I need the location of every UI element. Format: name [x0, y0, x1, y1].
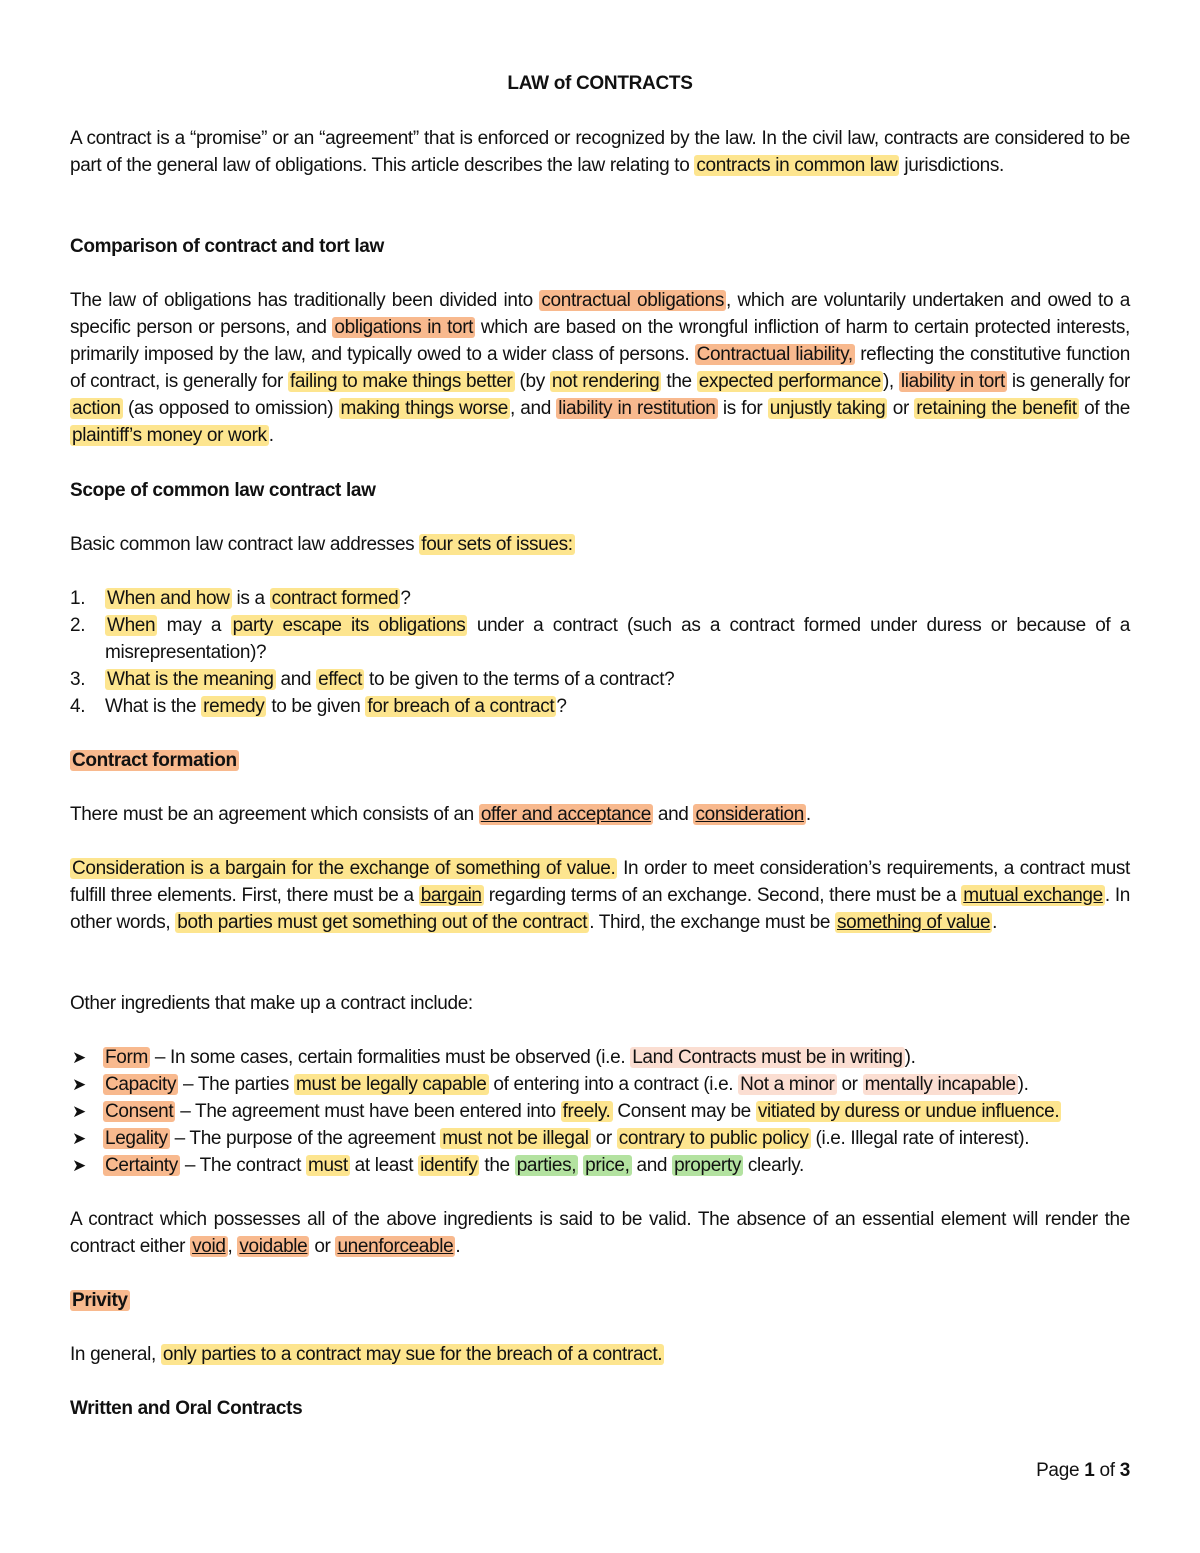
text: at least: [349, 1155, 419, 1176]
list-number: 4.: [70, 696, 86, 717]
ingredient-name: Legality: [105, 1128, 168, 1149]
text: .: [805, 804, 811, 825]
highlight: When: [107, 615, 156, 636]
text: or: [590, 1128, 617, 1149]
arrowhead-bullet-icon: ➤: [72, 1129, 86, 1148]
page-label: Page: [1036, 1460, 1085, 1481]
page-number: [1036, 1460, 1130, 1482]
list-item: [70, 585, 1130, 612]
highlight: When and how: [107, 588, 230, 609]
text: clearly.: [742, 1155, 804, 1176]
text: regarding terms of an exchange. Second, there must be a: [483, 885, 962, 906]
highlight-contracts-common-law: contracts in common law: [696, 155, 898, 176]
highlight-making-worse: making things worse: [340, 398, 508, 419]
list-number: 3.: [70, 669, 86, 690]
highlight-consideration: consideration: [695, 804, 804, 825]
list-item: [70, 612, 1130, 666]
text: or: [309, 1236, 336, 1257]
text: is generally for: [1006, 371, 1131, 392]
highlight: must: [307, 1155, 348, 1176]
highlight: Not a minor: [740, 1074, 835, 1095]
highlight-offer-acceptance: offer and acceptance: [480, 804, 651, 825]
text: the: [479, 1155, 515, 1176]
highlight-obligations-in-tort: obligations in tort: [334, 317, 474, 338]
text: ,: [227, 1236, 238, 1257]
text: – The parties: [178, 1074, 294, 1095]
highlight-liability-restitution: liability in restitution: [558, 398, 716, 419]
text: – The agreement must have been entered into: [175, 1101, 561, 1122]
highlight: What is the meaning: [107, 669, 274, 690]
highlight: remedy: [203, 696, 265, 717]
text: Basic common law contract law addresses: [70, 534, 420, 555]
heading-comparison: Comparison of contract and tort law: [70, 236, 384, 257]
text: – In some cases, certain formalities must be observed (i.e.: [149, 1047, 631, 1068]
formation-paragraph-1: [70, 801, 1130, 828]
highlight: must not be illegal: [442, 1128, 589, 1149]
heading-text: Contract formation: [72, 750, 237, 771]
text: , which are voluntarily undertaken and owed to a specific person or persons, and: [70, 290, 1130, 338]
intro-text: A contract is a “promise” or an “agreement” that is enforced or recognized by the law. In the civil law, contracts are considered to be part of the general law of obligations. This article describes the law relating to: [70, 128, 1130, 176]
text: In order to meet consideration’s requirements, a contract must fulfill three elements. First, there must be a: [70, 858, 1130, 906]
text: to be given to the terms of a contract?: [364, 669, 675, 690]
intro-text-end: jurisdictions.: [899, 155, 1004, 176]
list-item: [70, 1125, 1130, 1152]
highlight: effect: [318, 669, 363, 690]
text: .: [455, 1236, 461, 1257]
text: and: [275, 669, 317, 690]
list-item: [70, 693, 1130, 720]
list-item: [70, 666, 1130, 693]
ingredients-list: [70, 1044, 1130, 1179]
text: The law of obligations has traditionally been divided into: [70, 290, 540, 311]
ingredient-name: Capacity: [105, 1074, 177, 1095]
highlight: contract formed: [271, 588, 399, 609]
highlight-retaining-benefit: retaining the benefit: [916, 398, 1077, 419]
text: (i.e. Illegal rate of interest).: [810, 1128, 1030, 1149]
highlight-unenforceable: unenforceable: [337, 1236, 454, 1257]
highlight: price,: [585, 1155, 630, 1176]
text: .: [268, 425, 274, 446]
text: ).: [1017, 1074, 1029, 1095]
intro-paragraph: [70, 125, 1130, 179]
highlight: parties,: [516, 1155, 577, 1176]
validity-paragraph: [70, 1206, 1130, 1260]
text: and: [652, 804, 694, 825]
text: to be given: [266, 696, 366, 717]
highlight-contractual-liability: Contractual liability,: [696, 344, 853, 365]
text: which are based on the wrongful infliction of harm to certain protected interests, primarily imposed by the law, and typically owed to a wider class of persons.: [70, 317, 1130, 365]
ingredient-name: Certainty: [105, 1155, 178, 1176]
list-item: [70, 1098, 1130, 1125]
text: ).: [904, 1047, 916, 1068]
text: (as opposed to omission): [122, 398, 339, 419]
document-title: LAW of CONTRACTS: [507, 73, 693, 94]
highlight: property: [674, 1155, 741, 1176]
text: reflecting the constitutive function of contract, is generally for: [70, 344, 1130, 392]
list-item: [70, 1071, 1130, 1098]
highlight: vitiated by duress or undue influence.: [757, 1101, 1060, 1122]
text: There must be an agreement which consists of an: [70, 804, 479, 825]
text: . In other words,: [70, 885, 1130, 933]
text: or: [836, 1074, 863, 1095]
text: What is the: [105, 696, 202, 717]
arrowhead-bullet-icon: ➤: [72, 1075, 86, 1094]
highlight-consideration-definition: Consideration is a bargain for the exchange of something of value.: [72, 858, 616, 879]
text: under a contract (such as a contract formed under duress or because of a misrepresentation)?: [105, 615, 1130, 663]
text: may a: [157, 615, 231, 636]
heading-privity: [70, 1287, 1130, 1314]
highlight: mentally incapable: [864, 1074, 1016, 1095]
heading-written-oral: Written and Oral Contracts: [70, 1398, 303, 1419]
text: – The contract: [179, 1155, 306, 1176]
total-pages: 3: [1119, 1460, 1130, 1481]
text: ?: [400, 588, 411, 609]
text: A contract which possesses all of the above ingredients is said to be valid. The absence of an essential element will render the contract either: [70, 1209, 1130, 1257]
privity-paragraph: [70, 1341, 1130, 1368]
highlight-contractual-obligations: contractual obligations: [541, 290, 725, 311]
highlight-something-of-value: something of value: [836, 912, 991, 933]
text: of entering into a contract (i.e.: [488, 1074, 739, 1095]
list-item: [70, 1044, 1130, 1071]
text: ),: [882, 371, 899, 392]
list-number: 2.: [70, 615, 86, 636]
arrowhead-bullet-icon: ➤: [72, 1156, 86, 1175]
text: or: [887, 398, 915, 419]
issues-list: [70, 585, 1130, 720]
highlight: Land Contracts must be in writing: [632, 1047, 903, 1068]
list-item: [70, 1152, 1130, 1179]
arrowhead-bullet-icon: ➤: [72, 1102, 86, 1121]
formation-paragraph-3: Other ingredients that make up a contract include:: [70, 993, 473, 1014]
highlight-liability-in-tort: liability in tort: [900, 371, 1005, 392]
highlight-four-sets: four sets of issues:: [421, 534, 573, 555]
highlight-both-parties: both parties must get something out of the contract: [177, 912, 588, 933]
current-page: 1: [1084, 1460, 1095, 1481]
text: is a: [231, 588, 270, 609]
highlight-unjustly-taking: unjustly taking: [769, 398, 886, 419]
highlight: freely.: [562, 1101, 611, 1122]
heading-text: Privity: [72, 1290, 128, 1311]
highlight-voidable: voidable: [239, 1236, 308, 1257]
highlight-mutual-exchange: mutual exchange: [963, 885, 1103, 906]
highlight-failing-better: failing to make things better: [290, 371, 513, 392]
highlight-plaintiff-money: plaintiff’s money or work: [72, 425, 267, 446]
highlight-action: action: [72, 398, 121, 419]
text: Consent may be: [612, 1101, 756, 1122]
highlight: for breach of a contract: [367, 696, 555, 717]
text: ?: [556, 696, 567, 717]
text: In general,: [70, 1344, 161, 1365]
highlight: identify: [420, 1155, 478, 1176]
list-number: 1.: [70, 588, 86, 609]
arrowhead-bullet-icon: ➤: [72, 1048, 86, 1067]
of-label: of: [1094, 1460, 1120, 1481]
text: – The purpose of the agreement: [169, 1128, 441, 1149]
text: the: [661, 371, 697, 392]
text: is for: [717, 398, 768, 419]
highlight: must be legally capable: [295, 1074, 487, 1095]
heading-contract-formation: [70, 747, 1130, 774]
text: .: [992, 912, 998, 933]
ingredient-name: Form: [105, 1047, 148, 1068]
formation-paragraph-2: [70, 855, 1130, 936]
highlight: party escape its obligations: [232, 615, 466, 636]
heading-scope: Scope of common law contract law: [70, 480, 376, 501]
highlight-only-parties: only parties to a contract may sue for the breach of a contract.: [162, 1344, 663, 1365]
text: (by: [514, 371, 550, 392]
highlight-void: void: [192, 1236, 226, 1257]
highlight-expected-performance: expected performance: [698, 371, 881, 392]
highlight-bargain: bargain: [420, 885, 482, 906]
text: of the: [1078, 398, 1130, 419]
highlight: contrary to public policy: [618, 1128, 809, 1149]
scope-paragraph: [70, 531, 1130, 558]
comparison-paragraph: [70, 287, 1130, 449]
text: and: [631, 1155, 673, 1176]
text: . Third, the exchange must be: [589, 912, 835, 933]
ingredient-name: Consent: [105, 1101, 174, 1122]
text: , and: [509, 398, 557, 419]
highlight-not-rendering: not rendering: [551, 371, 660, 392]
